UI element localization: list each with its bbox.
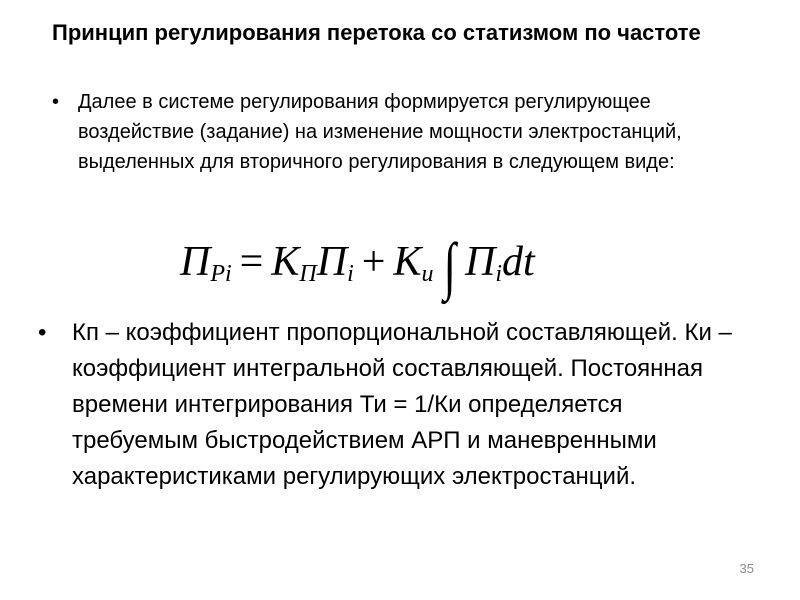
bullet-coefficients — [38, 315, 758, 495]
formula-term1: П — [316, 239, 348, 285]
bullet-dot: • — [38, 319, 47, 346]
formula-ki-sub: и — [421, 260, 434, 287]
formula-term2-sub: i — [495, 260, 502, 287]
formula-plus: + — [361, 239, 386, 285]
formula-dt: dt — [501, 239, 535, 285]
formula-kp: K — [271, 239, 300, 285]
formula-lhs: П — [180, 239, 211, 285]
bullet-text: Далее в системе регулирования формируется регулирующее воздействие (задание) на изменение мощности электростанций, выделенных для вторичного регулирования в следующем виде: — [78, 91, 682, 173]
formula-term1-sub: i — [347, 260, 354, 287]
bullet-text: Кп – коэффициент пропорциональной составляющей. Ки – коэффициент интегральной составляющей. Постоянная времени интегрирования Ти = 1/Ки определяется требуемым быстродействием АРП и маневренными характеристиками регулирующих электростанций. — [72, 319, 732, 490]
formula-term2: П — [464, 239, 496, 285]
slide-title: Принцип регулирования перетока со статизмом по частоте — [52, 20, 701, 45]
regulation-formula — [180, 222, 640, 302]
page-number: 35 — [739, 561, 754, 576]
bullet-dot: • — [52, 91, 60, 113]
bullet-secondary-regulation — [52, 87, 752, 177]
formula-lhs-sub: Pi — [210, 260, 232, 287]
formula-integral-sign: ∫ — [444, 230, 457, 301]
formula-kp-sub: П — [299, 260, 317, 287]
formula-ki: K — [393, 239, 422, 285]
formula-equals: = — [239, 239, 264, 285]
